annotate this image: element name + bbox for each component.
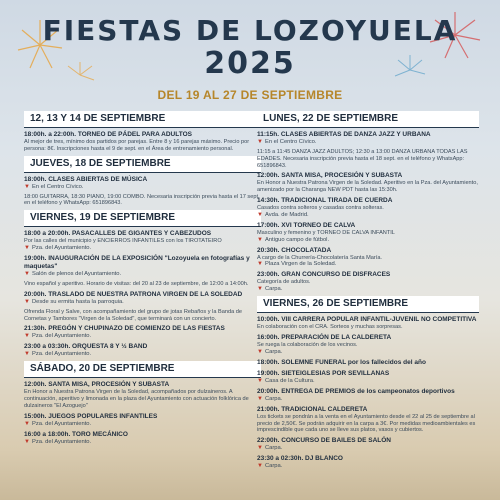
- event-item: [257, 149, 479, 169]
- location-pin-icon: ▼: [24, 298, 30, 305]
- event-location-text: Carpa.: [264, 348, 283, 355]
- event-location-text: En el Centro Cívico.: [264, 139, 317, 145]
- location-pin-icon: ▼: [257, 463, 263, 470]
- event-description: En colaboración con el CRA. Sorteos y muchas sorpresas.: [257, 324, 403, 331]
- event-item: [24, 255, 261, 278]
- event-location: [24, 333, 261, 340]
- event-title: 18:00 a 20:00h. PASACALLES DE GIGANTES Y CABEZUDOS: [24, 230, 212, 238]
- event-description: A cargo de la Churrería-Chocolatería Santa María.: [257, 254, 382, 261]
- event-title: 18:00h. CLASES ABIERTAS DE MÚSICA: [24, 175, 148, 183]
- event-title: 19:00h. INAUGURACIÓN DE LA EXPOSICIÓN "Lozoyuela en fotografías y maquetas": [24, 254, 250, 270]
- event-title: 16:00 a 18:00h. TORO MECÁNICO: [24, 430, 128, 438]
- event-location: [257, 286, 479, 293]
- event-item: [257, 370, 479, 385]
- event-item: [257, 334, 479, 356]
- event-item: [257, 359, 479, 367]
- event-location-text: Carpa.: [264, 395, 283, 402]
- location-pin-icon: ▼: [257, 395, 263, 402]
- event-title: 21:00h. TRADICIONAL CALDERETA: [257, 405, 368, 413]
- event-description: Al mejor de tres, mínimo dos partidos por parejas. Entre 8 y 16 parejas máximo. Precio por persona: 8€. Inscripciones hasta el 9 de sept. en el Área de entrenamiento personal.: [24, 139, 250, 152]
- event-title: 11:15h. CLASES ABIERTAS DE DANZA JAZZ Y URBANA: [257, 131, 431, 138]
- event-item: [24, 309, 261, 323]
- event-item: [257, 271, 479, 293]
- event-title: 10:00h. VIII CARRERA POPULAR INFANTIL-JUVENIL NO COMPETITIVA: [257, 316, 477, 324]
- event-description: Categoría de adultos.: [257, 279, 311, 286]
- event-location: [24, 421, 261, 428]
- event-location-text: Plaza Virgen de la Soledad.: [264, 261, 337, 268]
- event-item: [24, 381, 261, 409]
- location-pin-icon: ▼: [24, 183, 30, 190]
- day-heading: 12, 13 Y 14 DE SEPTIEMBRE: [24, 111, 261, 128]
- event-description: 11:15 a 11:45 DANZA JAZZ ADULTOS; 12:30 a 13:00 DANZA URBANA TODAS LAS EDADES. Necesaria inscripción previa hasta el 18 sept. en el teléfono y WhatsApp: 651896843.: [257, 149, 468, 169]
- event-location-text: Desde su ermita hasta la parroquia.: [31, 298, 124, 305]
- day-heading: SÁBADO, 20 DE SEPTIEMBRE: [24, 361, 261, 378]
- day-heading: LUNES, 22 DE SEPTIEMBRE: [257, 111, 479, 128]
- event-location-text: Salón de plenos del Ayuntamiento.: [31, 270, 122, 277]
- location-pin-icon: ▼: [257, 236, 263, 243]
- event-location: [257, 445, 479, 452]
- event-item: [257, 455, 479, 470]
- event-location-text: Carpa.: [264, 286, 283, 293]
- event-title: 19:00h. SIETEIGLESIAS POR SEVILLANAS: [257, 369, 390, 377]
- event-title: 12:00h. SANTA MISA, PROCESIÓN Y SUBASTA: [257, 172, 403, 180]
- day-heading: VIERNES, 19 DE SEPTIEMBRE: [24, 210, 261, 227]
- location-pin-icon: ▼: [257, 377, 263, 384]
- event-description: Masculino y femenino y TORNEO DE CALVA INFANTIL: [257, 229, 395, 236]
- event-location: [24, 184, 261, 191]
- page-year: 2025: [204, 46, 296, 81]
- event-title: 20:00h. TRASLADO DE NUESTRA PATRONA VIRGEN DE LA SOLEDAD: [24, 290, 243, 298]
- location-pin-icon: ▼: [257, 139, 263, 145]
- location-pin-icon: ▼: [24, 438, 30, 445]
- event-item: [257, 172, 479, 194]
- event-location-text: Pza. del Ayuntamiento.: [31, 351, 92, 358]
- page-title: FIESTAS DE LOZOYUELA: [42, 14, 458, 47]
- event-title: 17:00h. XVI TORNEO DE CALVA: [257, 221, 356, 229]
- event-item: [24, 176, 261, 191]
- event-location: [257, 463, 479, 470]
- event-location: [257, 378, 479, 385]
- event-location: [257, 349, 479, 356]
- event-title: 22:00h. CONCURSO DE BAILES DE SALÓN: [257, 437, 391, 445]
- event-title: 18:00h. SOLEMNE FUNERAL por los fallecidos del año: [257, 358, 426, 366]
- event-title: 12:00h. SANTA MISA, PROCESIÓN Y SUBASTA: [24, 381, 170, 389]
- event-item: [257, 197, 479, 219]
- event-location: [24, 348, 263, 358]
- event-item: [257, 222, 479, 244]
- event-item: [24, 431, 261, 446]
- event-item: [24, 194, 261, 208]
- event-item: [24, 413, 261, 428]
- event-item: [24, 281, 261, 288]
- event-title: 14:30h. TRADICIONAL TIRADA DE CUERDA: [257, 196, 393, 204]
- event-location-text: Pza. del Ayuntamiento.: [31, 438, 92, 445]
- event-location-text: Antiguo campo de fútbol.: [264, 236, 330, 243]
- event-title: 20:30h. CHOCOLATADA: [257, 246, 332, 254]
- location-pin-icon: ▼: [257, 348, 263, 355]
- event-title: 23:00 a 03:30h. ORQUESTA 8 Y ½ BAND: [24, 343, 148, 351]
- event-description: Vino español y aperitivo. Horario de visitas: del 20 al 23 de septiembre, de 12:00 a 14:00h.: [24, 280, 249, 287]
- event-item: [24, 343, 261, 358]
- location-pin-icon: ▼: [257, 286, 263, 293]
- event-title: 23:30 a 02:30h. DJ BLANCO: [257, 455, 343, 463]
- event-title: 18:00h. a 22:00h. TORNEO DE PÁDEL PARA ADULTOS: [24, 131, 192, 138]
- location-pin-icon: ▼: [257, 445, 263, 452]
- event-title: 20:00h. ENTREGA DE PREMIOS de los campeonatos deportivos: [257, 387, 455, 395]
- event-item: [24, 325, 261, 340]
- event-location: [257, 139, 479, 146]
- event-title: 21:30h. PREGÓN Y CHUPINAZO DE COMIENZO DE LAS FIESTAS: [24, 325, 225, 333]
- event-title: 23:00h. GRAN CONCURSO DE DISFRACES: [257, 271, 391, 279]
- location-pin-icon: ▼: [24, 420, 30, 427]
- event-description: Los tickets se pondrán a la venta en el Ayuntamiento desde el 22 al 25 de septiembre al precio de 2,50€. Se podrán adquirir en la carpa a 3€. Por medidas medioambientales es imprescindible que cada uno se lleve sus platos, vasos y cubiertos.: [257, 413, 476, 434]
- event-item: [257, 437, 479, 452]
- event-description: Por las calles del municipio y ENCIERROS INFANTILES con los TIROTATEIRO: [24, 238, 222, 245]
- event-location-text: Carpa.: [264, 463, 283, 470]
- event-item: [24, 230, 261, 252]
- day-heading: VIERNES, 26 DE SEPTIEMBRE: [257, 296, 479, 313]
- event-location-text: Pza. del Ayuntamiento.: [31, 420, 92, 427]
- event-location-text: Pza. del Ayuntamiento.: [31, 333, 92, 340]
- left-column: [24, 108, 263, 452]
- event-location-text: Pza. del Ayuntamiento.: [31, 244, 92, 251]
- location-pin-icon: ▼: [24, 351, 30, 358]
- location-pin-icon: ▼: [24, 244, 30, 251]
- event-item: [24, 291, 261, 306]
- event-location: [257, 261, 479, 268]
- event-location: [257, 212, 479, 219]
- event-description: En Honor a Nuestra Patrona Virgen de la Soledad. Aperitivo en la Pza. del Ayuntamiento, amenizado por la Charanga NEW PDT hasta las 15:30h.: [257, 180, 478, 194]
- event-item: [257, 316, 479, 331]
- event-description: En Honor a Nuestra Patrona Virgen de la Soledad, acompañados por dulzaineros. A continuación, aperitivo y limonada en la plaza del Ayuntamiento con actuación folklórica de dulzaineros "El Azoguejo": [24, 389, 249, 409]
- location-pin-icon: ▼: [24, 333, 30, 340]
- event-location: [24, 271, 261, 278]
- event-location: [257, 396, 479, 403]
- location-pin-icon: ▼: [257, 261, 263, 268]
- event-location: [24, 299, 261, 306]
- event-location: [24, 245, 261, 252]
- location-pin-icon: ▼: [257, 211, 263, 218]
- event-location: [24, 439, 261, 446]
- event-description: Casados contra solteros y casadas contra solteras.: [257, 204, 384, 211]
- event-location-text: Casa de la Cultura.: [264, 377, 315, 384]
- event-item: [24, 131, 261, 153]
- event-item: [257, 247, 479, 269]
- event-description: 18:00 GUITARRA, 18:30 PIANO, 19:00 COMBO. Necesaria inscripción previa hasta el 17 sept. en el teléfono y WhatsApp: 651896843.: [24, 193, 260, 207]
- event-title: 16:00h. PREPARACIÓN DE LA CALDERETA: [257, 333, 392, 341]
- event-location-text: Avda. de Madrid.: [264, 211, 309, 218]
- event-location-text: En el Centro Cívico.: [31, 183, 84, 190]
- day-heading: JUEVES, 18 DE SEPTIEMBRE: [24, 156, 261, 173]
- event-title: 15:00h. JUEGOS POPULARES INFANTILES: [24, 412, 158, 420]
- event-location: [257, 237, 479, 244]
- event-description: Se ruega la colaboración de los vecinos.: [257, 341, 358, 348]
- event-item: [257, 388, 479, 403]
- event-description: Ofrenda Floral y Salve, con acompañamiento del grupo de jotas Rebaños y la Banda de Cornetas y Tambores "Virgen de la Soledad", que terminará con un concierto.: [24, 308, 242, 322]
- location-pin-icon: ▼: [24, 270, 30, 277]
- event-item: [257, 131, 479, 146]
- date-range: DEL 19 AL 27 DE SEPTIEMBRE: [157, 88, 343, 102]
- right-column: [257, 108, 479, 473]
- event-item: [257, 406, 479, 434]
- event-location-text: Carpa.: [264, 445, 283, 452]
